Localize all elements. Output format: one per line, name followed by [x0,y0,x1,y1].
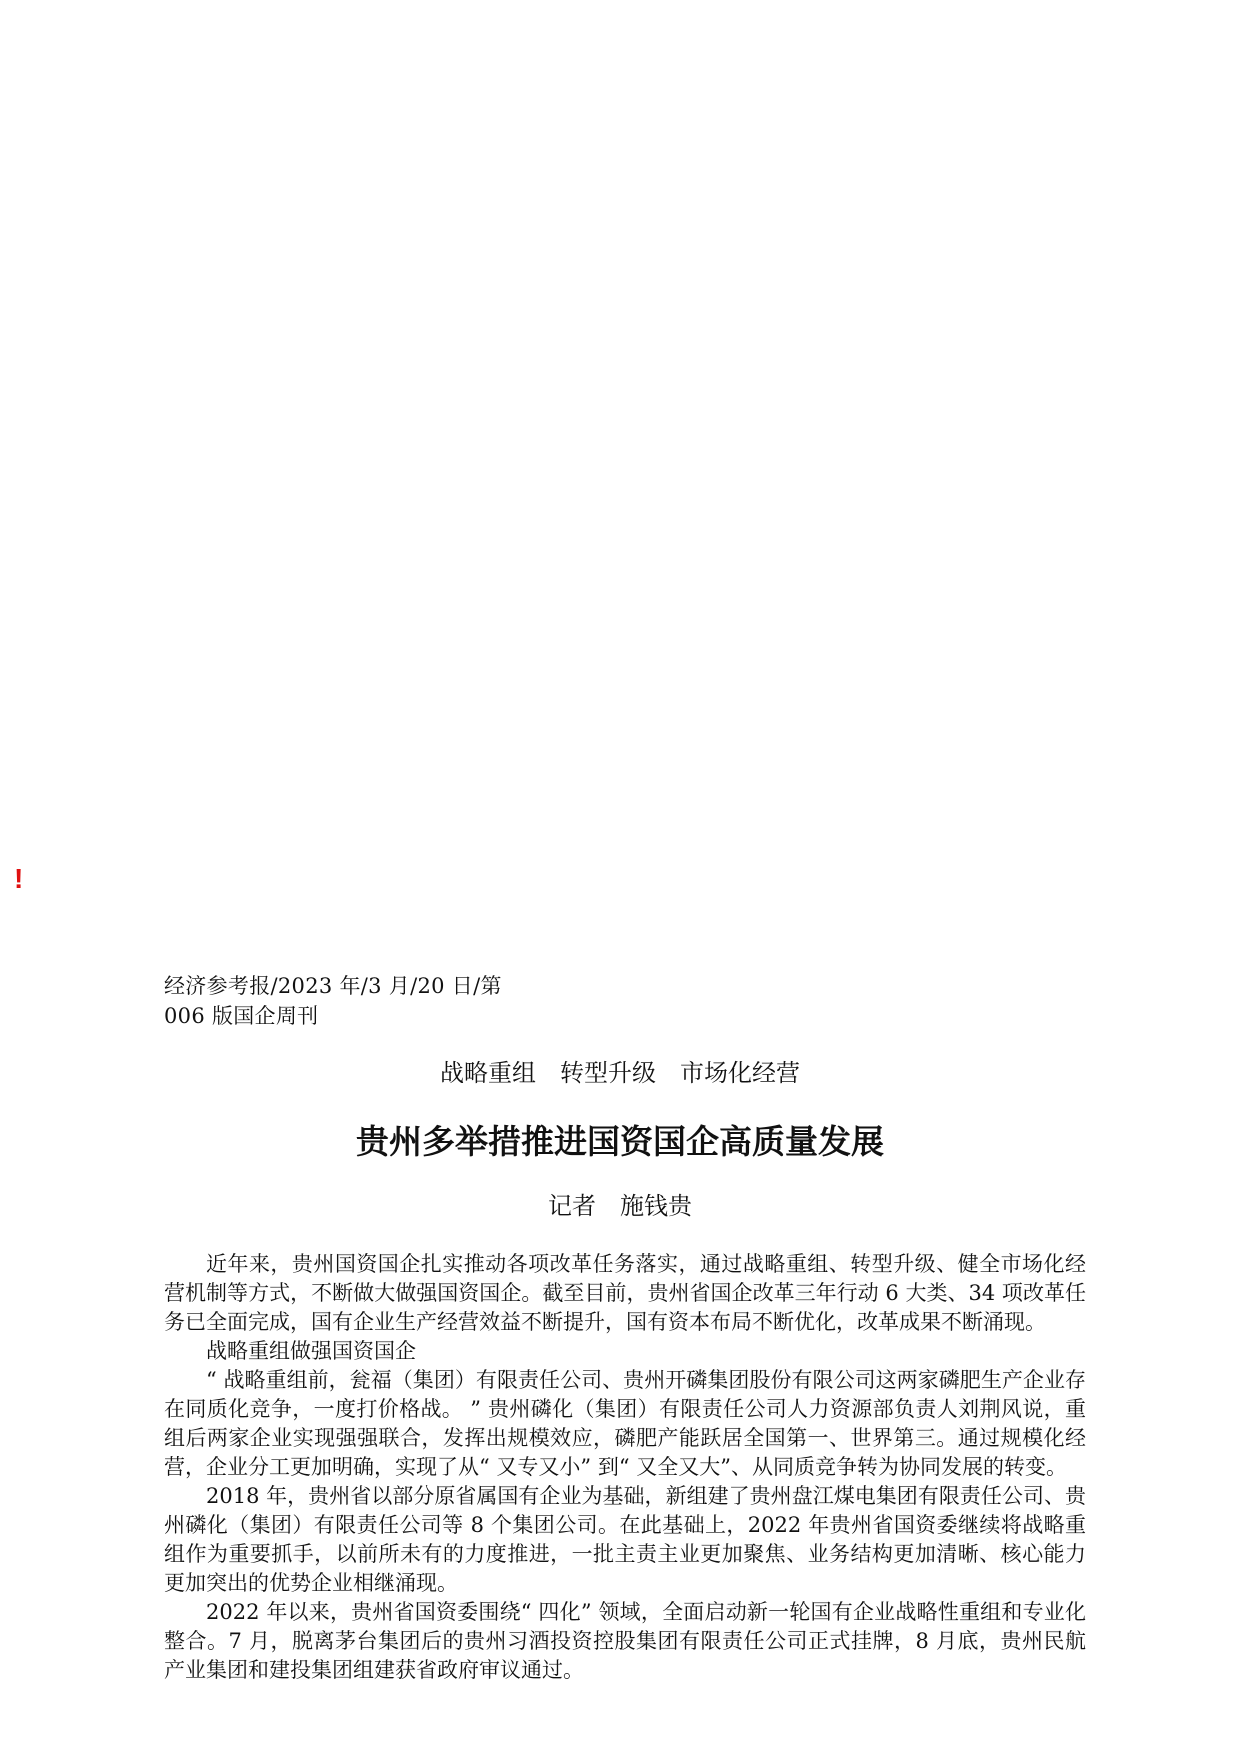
paragraph: 2018 年，贵州省以部分原省属国有企业为基础，新组建了贵州盘江煤电集团有限责任公司、贵州磷化（集团）有限责任公司等 8 个集团公司。在此基础上，2022 年贵州省国资委继续将战略重组作为重要抓手，以前所未有的力度推进，一批主责主业更加聚焦、业务结构更加清晰、核心能力更加突出的优势企业相继涌现。 [164,1484,1086,1595]
warning-mark: ! [14,863,24,894]
paragraph: 近年来，贵州国资国企扎实推动各项改革任务落实，通过战略重组、转型升级、健全市场化经营机制等方式，不断做大做强国资国企。截至目前，贵州省国企改革三年行动 6 大类、34 项改革任务已全面完成，国有企业生产经营效益不断提升，国有资本布局不断优化，改革成果不断涌现。 [164,1252,1086,1334]
byline: 记者 施钱贵 [548,1192,692,1220]
paragraph: 2022 年以来，贵州省国资委围绕“ 四化” 领域，全面启动新一轮国有企业战略性重组和专业化整合。7 月，脱离茅台集团后的贵州习酒投资控股集团有限责任公司正式挂牌，8 月底，贵州民航产业集团和建投集团组建获省政府审议通过。 [164,1600,1086,1682]
source-line: 经济参考报/2023 年/3 月/20 日/第 006 版国企周刊 [164,974,502,1028]
section-heading: 战略重组做强国资国企 [206,1339,416,1363]
article-body [164,1250,1086,1685]
subtitle: 战略重组 转型升级 市场化经营 [440,1059,800,1087]
paragraph: “ 战略重组前，瓮福（集团）有限责任公司、贵州开磷集团股份有限公司这两家磷肥生产企业存在同质化竞争，一度打价格战。 ” 贵州磷化（集团）有限责任公司人力资源部负责人刘荆风说，重组后两家企业实现强强联合，发挥出规模效应，磷肥产能跃居全国第一、世界第三。通过规模化经营，企业分工更加明确，实现了从“ 又专又小” 到“ 又全又大”、从同质竞争转为协同发展的转变。 [164,1368,1086,1479]
article-title: 贵州多举措推进国资国企高质量发展 [356,1122,884,1161]
